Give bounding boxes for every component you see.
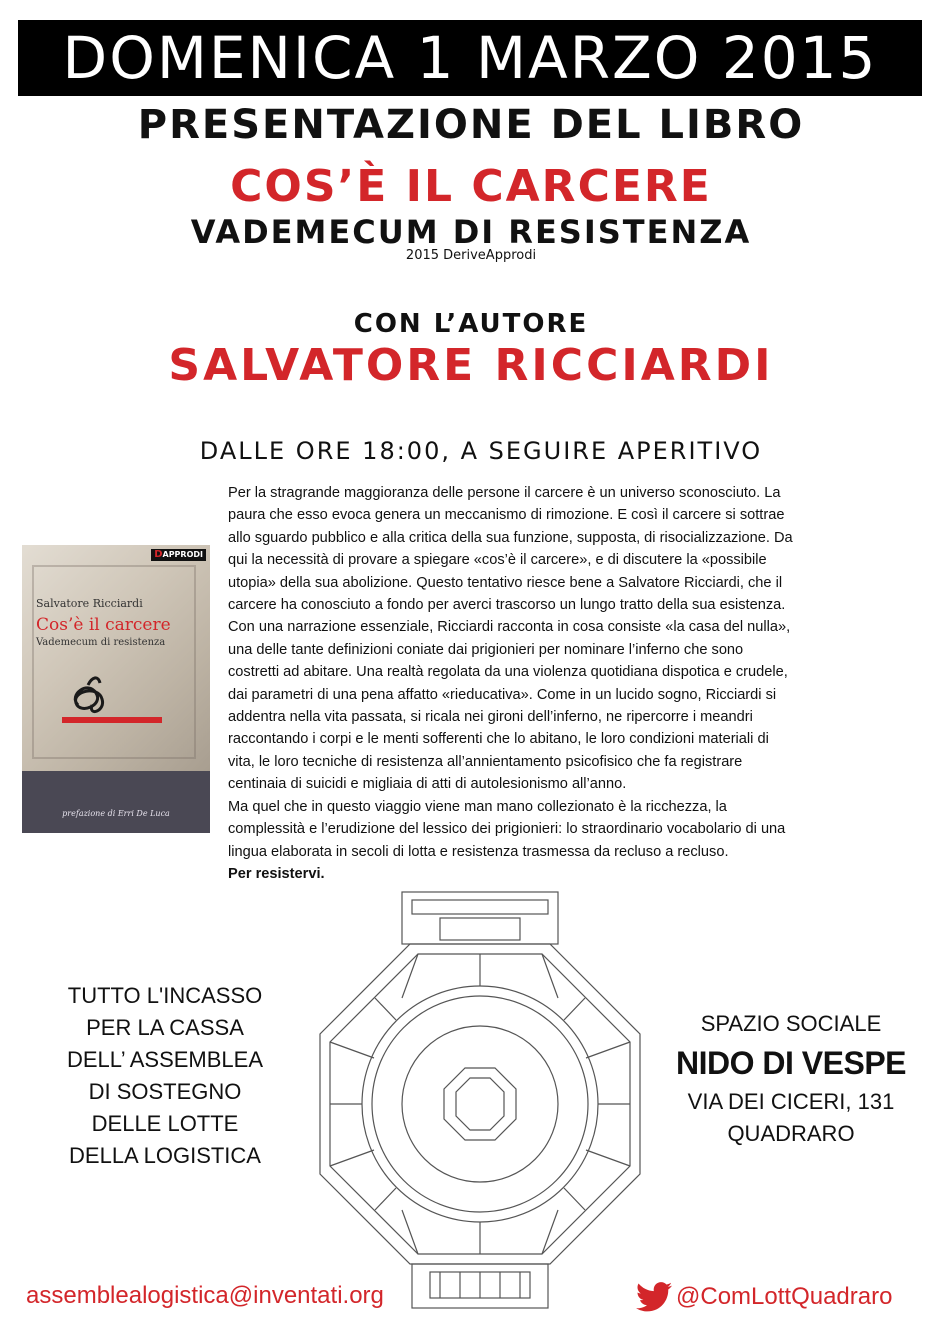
prison-floor-plan-illustration — [290, 888, 670, 1313]
venue-label: SPAZIO SOCIALE — [700, 1011, 882, 1036]
cover-author: Salvatore Ricciardi — [36, 597, 143, 610]
author-name: SALVATORE RICCIARDI — [168, 340, 774, 391]
cover-red-stroke — [62, 717, 162, 723]
fundraising-line: DELLA LOGISTICA — [69, 1143, 261, 1168]
publisher-line: 2015 DeriveApprodi — [405, 248, 537, 263]
cover-preface: prefazione di Erri De Luca — [62, 809, 170, 818]
date-banner: DOMENICA 1 MARZO 2015 — [18, 20, 922, 96]
description-line: centinaia di suicidi e migliaia di atti di autolesionismo all’anno. — [228, 776, 627, 793]
description-line: Per la stragrande maggioranza delle persone il carcere è un universo sconosciuto. La — [228, 485, 781, 501]
venue-info — [640, 1008, 942, 1150]
description-line: paura che esso evoca genera un meccanismo di rimozione. E così il carcere si sottrae — [228, 507, 785, 524]
venue-district: QUADRARO — [727, 1121, 855, 1146]
description-line: allo sguardo pubblico e alla critica della sua funzione, supposta, di risocializzazione. Da — [228, 529, 793, 546]
cover-subtitle: Vademecum di resistenza — [36, 637, 166, 648]
fundraising-line: PER LA CASSA — [86, 1015, 244, 1040]
description-line: raccontando i corpi e le menti sofferenti che lo abitano, le loro condizioni materiali di — [228, 731, 769, 748]
venue-address: VIA DEI CICERI, 131 — [687, 1089, 895, 1114]
fundraising-line: DELL’ ASSEMBLEA — [66, 1047, 264, 1072]
description-line: lingua elaborata in secoli di lotta e resistenza trasmessa da recluso a recluso. — [228, 843, 729, 860]
description-line: una delle tante definizioni coniate dai prigionieri per nominare l’inferno che sono — [228, 641, 744, 658]
venue-name: NIDO DI VESPE — [676, 1045, 906, 1081]
cover-scribble-graphic — [58, 665, 128, 725]
cover-title: Cos’è il carcere — [36, 615, 171, 635]
twitter-bird-icon — [636, 1281, 672, 1313]
book-title: COS’È IL CARCERE — [230, 161, 712, 212]
schedule-line: DALLE ORE 18:00, A SEGUIRE APERITIVO — [199, 437, 763, 465]
contact-email-link[interactable]: assemblealogistica@inventati.org — [26, 1282, 384, 1309]
description-line: carcere ha conosciuto a fondo per averci trascorso un lungo tratto della sua esistenza. — [228, 597, 786, 614]
description-closing: Per resistervi. — [228, 865, 325, 882]
twitter-handle[interactable]: @ComLottQuadraro — [676, 1283, 893, 1310]
fundraising-line: DI SOSTEGNO — [88, 1079, 242, 1104]
author-intro: CON L’AUTORE — [353, 309, 589, 339]
twitter-contact[interactable] — [636, 1277, 892, 1317]
description-line: Ma quel che in questo viaggio viene man mano collezionato è la ricchezza, la — [228, 798, 727, 815]
description-line: costretti ad abitare. Una realtà regolata da una violenza quotidiana dispotica e crudele, — [228, 664, 788, 681]
presentation-heading: PRESENTAZIONE DEL LIBRO — [137, 102, 805, 148]
description-line: addentra nella vita passata, si ricala nei gironi dell’inferno, ne ripercorre i meandri — [228, 709, 753, 726]
description-line: utopia» della sua abolizione. Questo tentativo riesce bene a Salvatore Ricciardi, che il — [228, 574, 783, 591]
cover-artwork — [22, 545, 210, 771]
description-line: Con una narrazione essenziale, Ricciardi racconta in cosa consiste «la casa del nulla», — [228, 619, 791, 636]
fundraising-line: DELLE LOTTE — [91, 1111, 239, 1136]
book-subtitle: VADEMECUM DI RESISTENZA — [190, 213, 752, 251]
description-line: qui la necessità di provare a spiegare «cos’è il carcere», e di discutere la «possibile — [228, 552, 767, 569]
fundraising-line: TUTTO L'INCASSO — [67, 983, 263, 1008]
book-description — [228, 482, 918, 885]
description-line: dai parametri di una pena affatto «rieducativa». Come in un lucido sogno, Ricciardi si — [228, 686, 777, 703]
cover-publisher-logo: DAPPRODI — [151, 549, 206, 561]
fundraising-note — [30, 980, 300, 1172]
description-line: vita, le loro tecniche di resistenza all’annientamento psicofisico che fa registrare — [228, 753, 743, 770]
description-line: complessità e l’erudizione del lessico dei prigionieri: lo straordinario vocabolario di una — [228, 821, 786, 838]
book-cover-image — [22, 545, 210, 833]
